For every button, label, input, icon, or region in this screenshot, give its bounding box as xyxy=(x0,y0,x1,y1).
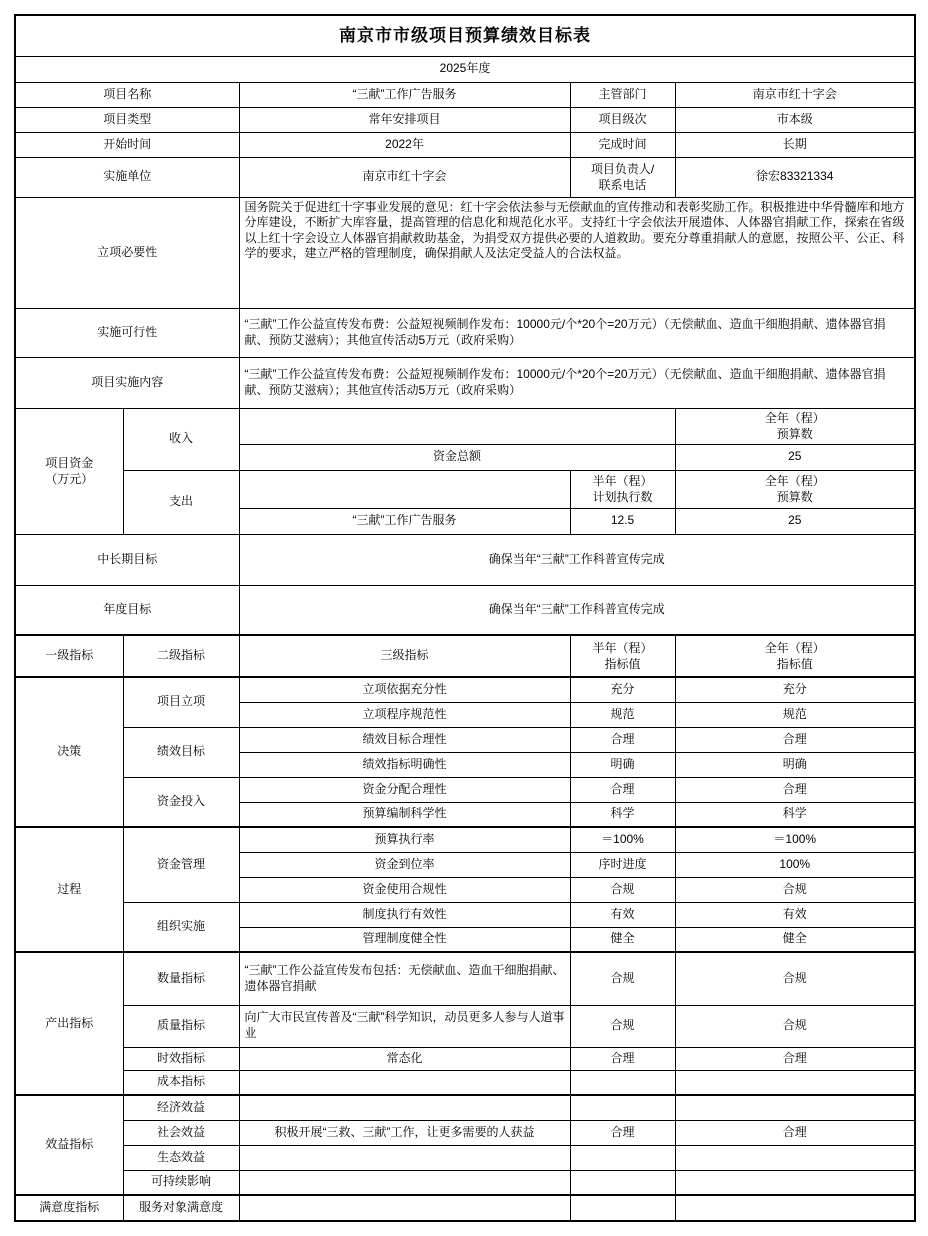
group-label: 成本指标 xyxy=(123,1070,239,1095)
fiscal-year: 2025年度 xyxy=(15,56,915,82)
mid-goal-label: 中长期目标 xyxy=(15,534,239,585)
indicator-row xyxy=(15,827,915,852)
feasibility-text: “三献”工作公益宣传发布费：公益短视频制作发布：10000元/个*20个=20万元）（无偿献血、造血干细胞捐献、遗体器官捐献、预防艾滋病）；其他宣传活动5万元（政府采购） xyxy=(239,308,915,357)
leader-value: 徐宏83321334 xyxy=(675,157,915,197)
income-empty-cell xyxy=(239,408,675,444)
half-value: 合规 xyxy=(570,877,675,902)
indicator-row xyxy=(15,1170,915,1195)
funds-label: 项目资金 （万元） xyxy=(15,408,123,534)
annual-value-empty xyxy=(675,1095,915,1120)
indicator-name-empty xyxy=(239,1070,570,1095)
annual-header: 全年（程） 指标值 xyxy=(675,635,915,677)
page-title: 南京市市级项目预算绩效目标表 xyxy=(15,15,915,56)
half-value: 健全 xyxy=(570,927,675,952)
project-type-label: 项目类型 xyxy=(15,107,239,132)
output-section-label: 产出指标 xyxy=(15,952,123,1095)
half-year-header: 半年（程） 指标值 xyxy=(570,635,675,677)
funds-income-header-row xyxy=(15,408,915,444)
half-value: 合理 xyxy=(570,1120,675,1145)
title-row xyxy=(15,15,915,56)
indicator-name: 资金分配合理性 xyxy=(239,777,570,802)
indicator-name: 立项程序规范性 xyxy=(239,702,570,727)
indicator-name: 立项依据充分性 xyxy=(239,677,570,702)
indicator-row xyxy=(15,1070,915,1095)
level3-header: 三级指标 xyxy=(239,635,570,677)
indicator-name: 预算执行率 xyxy=(239,827,570,852)
group-label: 资金投入 xyxy=(123,777,239,827)
indicator-name: 常态化 xyxy=(239,1047,570,1070)
decision-section-label: 决策 xyxy=(15,677,123,827)
benefit-section-label: 效益指标 xyxy=(15,1095,123,1195)
group-label: 数量指标 xyxy=(123,952,239,1005)
annual-value: 合规 xyxy=(675,952,915,1005)
feasibility-label: 实施可行性 xyxy=(15,308,239,357)
annual-value-empty xyxy=(675,1170,915,1195)
annual-value: 有效 xyxy=(675,902,915,927)
group-label: 质量指标 xyxy=(123,1005,239,1047)
indicator-row xyxy=(15,777,915,802)
half-value: 序时进度 xyxy=(570,852,675,877)
group-label: 项目立项 xyxy=(123,677,239,727)
finish-time-value: 长期 xyxy=(675,132,915,157)
indicator-name: 资金到位率 xyxy=(239,852,570,877)
level-label: 项目级次 xyxy=(570,107,675,132)
project-type-value: 常年安排项目 xyxy=(239,107,570,132)
indicator-row xyxy=(15,1005,915,1047)
expense-half-value: 12.5 xyxy=(570,508,675,534)
indicator-name-empty xyxy=(239,1195,570,1221)
annual-value: 明确 xyxy=(675,752,915,777)
impl-content-label: 项目实施内容 xyxy=(15,357,239,408)
start-time-label: 开始时间 xyxy=(15,132,239,157)
half-value-empty xyxy=(570,1145,675,1170)
half-value: 规范 xyxy=(570,702,675,727)
group-label: 时效指标 xyxy=(123,1047,239,1070)
expense-empty-cell xyxy=(239,470,570,508)
group-label: 服务对象满意度 xyxy=(123,1195,239,1221)
funds-total-value: 25 xyxy=(675,444,915,470)
funds-total-label: 资金总额 xyxy=(239,444,675,470)
group-label: 资金管理 xyxy=(123,827,239,902)
annual-value: 科学 xyxy=(675,802,915,827)
satisfaction-row xyxy=(15,1195,915,1221)
group-label: 绩效目标 xyxy=(123,727,239,777)
half-value: 合理 xyxy=(570,1047,675,1070)
impl-unit-label: 实施单位 xyxy=(15,157,239,197)
leader-label: 项目负责人/ 联系电话 xyxy=(570,157,675,197)
table-row xyxy=(15,197,915,308)
expense-half-header: 半年（程） 计划执行数 xyxy=(570,470,675,508)
annual-value: 合理 xyxy=(675,727,915,752)
indicator-name: 向广大市民宣传普及“三献”科学知识，动员更多人参与人道事业 xyxy=(239,1005,570,1047)
annual-value-empty xyxy=(675,1145,915,1170)
half-value: 充分 xyxy=(570,677,675,702)
indicator-name: “三献”工作公益宣传发布包括：无偿献血、造血干细胞捐献、遗体器官捐献 xyxy=(239,952,570,1005)
impl-unit-value: 南京市红十字会 xyxy=(239,157,570,197)
indicator-row xyxy=(15,727,915,752)
annual-value: 健全 xyxy=(675,927,915,952)
annual-goal-row xyxy=(15,585,915,635)
expense-label: 支出 xyxy=(123,470,239,534)
half-value: 有效 xyxy=(570,902,675,927)
annual-value: 充分 xyxy=(675,677,915,702)
half-value-empty xyxy=(570,1070,675,1095)
indicator-name: 绩效指标明确性 xyxy=(239,752,570,777)
table-row xyxy=(15,132,915,157)
start-time-value: 2022年 xyxy=(239,132,570,157)
satisfaction-section-label: 满意度指标 xyxy=(15,1195,123,1221)
table-row xyxy=(15,308,915,357)
indicator-name: 资金使用合规性 xyxy=(239,877,570,902)
project-name-value: “三献”工作广告服务 xyxy=(239,82,570,107)
indicator-name: 绩效目标合理性 xyxy=(239,727,570,752)
indicator-row xyxy=(15,1145,915,1170)
income-annual-header: 全年（程） 预算数 xyxy=(675,408,915,444)
necessity-label: 立项必要性 xyxy=(15,197,239,308)
half-value-empty xyxy=(570,1095,675,1120)
half-value: 科学 xyxy=(570,802,675,827)
impl-content-text: “三献”工作公益宣传发布费：公益短视频制作发布：10000元/个*20个=20万元）（无偿献血、造血干细胞捐献、遗体器官捐献、预防艾滋病）；其他宣传活动5万元（政府采购） xyxy=(239,357,915,408)
annual-goal-label: 年度目标 xyxy=(15,585,239,635)
group-label: 经济效益 xyxy=(123,1095,239,1120)
half-value: 合规 xyxy=(570,952,675,1005)
dept-label: 主管部门 xyxy=(570,82,675,107)
half-value: 合理 xyxy=(570,777,675,802)
expense-item-name: “三献”工作广告服务 xyxy=(239,508,570,534)
half-value: 合规 xyxy=(570,1005,675,1047)
mid-goal-text: 确保当年“三献”工作科普宣传完成 xyxy=(239,534,915,585)
necessity-text: 国务院关于促进红十字事业发展的意见：红十字会依法参与无偿献血的宣传推动和表彰奖励工作。积极推进中华骨髓库和地方分库建设，不断扩大库容量，提高管理的信息化和规范化水平。支持红十字会依法开展遗体、人体器官捐献工作，探索在省级以上红十字会设立人体器官捐献救助基金，为捐受双方提供必要的人道救助。要充分尊重捐献人的意愿，按照公平、公正、科学的要求，建立严格的管理制度，确保捐献人及法定受益人的合法权益。 xyxy=(239,197,915,308)
indicator-name-empty xyxy=(239,1145,570,1170)
project-name-label: 项目名称 xyxy=(15,82,239,107)
annual-value: 合理 xyxy=(675,777,915,802)
indicator-row xyxy=(15,677,915,702)
annual-value: 规范 xyxy=(675,702,915,727)
table-row xyxy=(15,357,915,408)
indicator-name-empty xyxy=(239,1170,570,1195)
annual-value: 合理 xyxy=(675,1120,915,1145)
half-value: 合理 xyxy=(570,727,675,752)
level2-header: 二级指标 xyxy=(123,635,239,677)
table-row xyxy=(15,157,915,197)
indicator-row xyxy=(15,952,915,1005)
indicator-name-empty xyxy=(239,1095,570,1120)
level-value: 市本级 xyxy=(675,107,915,132)
annual-value: 合规 xyxy=(675,877,915,902)
annual-value-empty xyxy=(675,1195,915,1221)
group-label: 生态效益 xyxy=(123,1145,239,1170)
group-label: 可持续影响 xyxy=(123,1170,239,1195)
mid-goal-row xyxy=(15,534,915,585)
indicator-row xyxy=(15,1095,915,1120)
indicator-header-row xyxy=(15,635,915,677)
group-label: 组织实施 xyxy=(123,902,239,952)
table-row xyxy=(15,107,915,132)
indicator-row xyxy=(15,1120,915,1145)
annual-goal-text: 确保当年“三献”工作科普宣传完成 xyxy=(239,585,915,635)
indicator-name: 积极开展“三救、三献”工作，让更多需要的人获益 xyxy=(239,1120,570,1145)
annual-value: 合理 xyxy=(675,1047,915,1070)
level1-header: 一级指标 xyxy=(15,635,123,677)
annual-value: 合规 xyxy=(675,1005,915,1047)
process-section-label: 过程 xyxy=(15,827,123,952)
indicator-name: 管理制度健全性 xyxy=(239,927,570,952)
year-row xyxy=(15,56,915,82)
half-value-empty xyxy=(570,1170,675,1195)
indicator-name: 制度执行有效性 xyxy=(239,902,570,927)
income-label: 收入 xyxy=(123,408,239,470)
half-value: 明确 xyxy=(570,752,675,777)
group-label: 社会效益 xyxy=(123,1120,239,1145)
indicator-row xyxy=(15,1047,915,1070)
indicator-name: 预算编制科学性 xyxy=(239,802,570,827)
performance-target-table xyxy=(14,14,916,1222)
annual-value: 100% xyxy=(675,852,915,877)
half-value: ＝100% xyxy=(570,827,675,852)
annual-value-empty xyxy=(675,1070,915,1095)
table-row xyxy=(15,82,915,107)
expense-annual-header: 全年（程） 预算数 xyxy=(675,470,915,508)
dept-value: 南京市红十字会 xyxy=(675,82,915,107)
finish-time-label: 完成时间 xyxy=(570,132,675,157)
indicator-row xyxy=(15,902,915,927)
expense-annual-value: 25 xyxy=(675,508,915,534)
half-value-empty xyxy=(570,1195,675,1221)
funds-expense-header-row xyxy=(15,470,915,508)
annual-value: ＝100% xyxy=(675,827,915,852)
